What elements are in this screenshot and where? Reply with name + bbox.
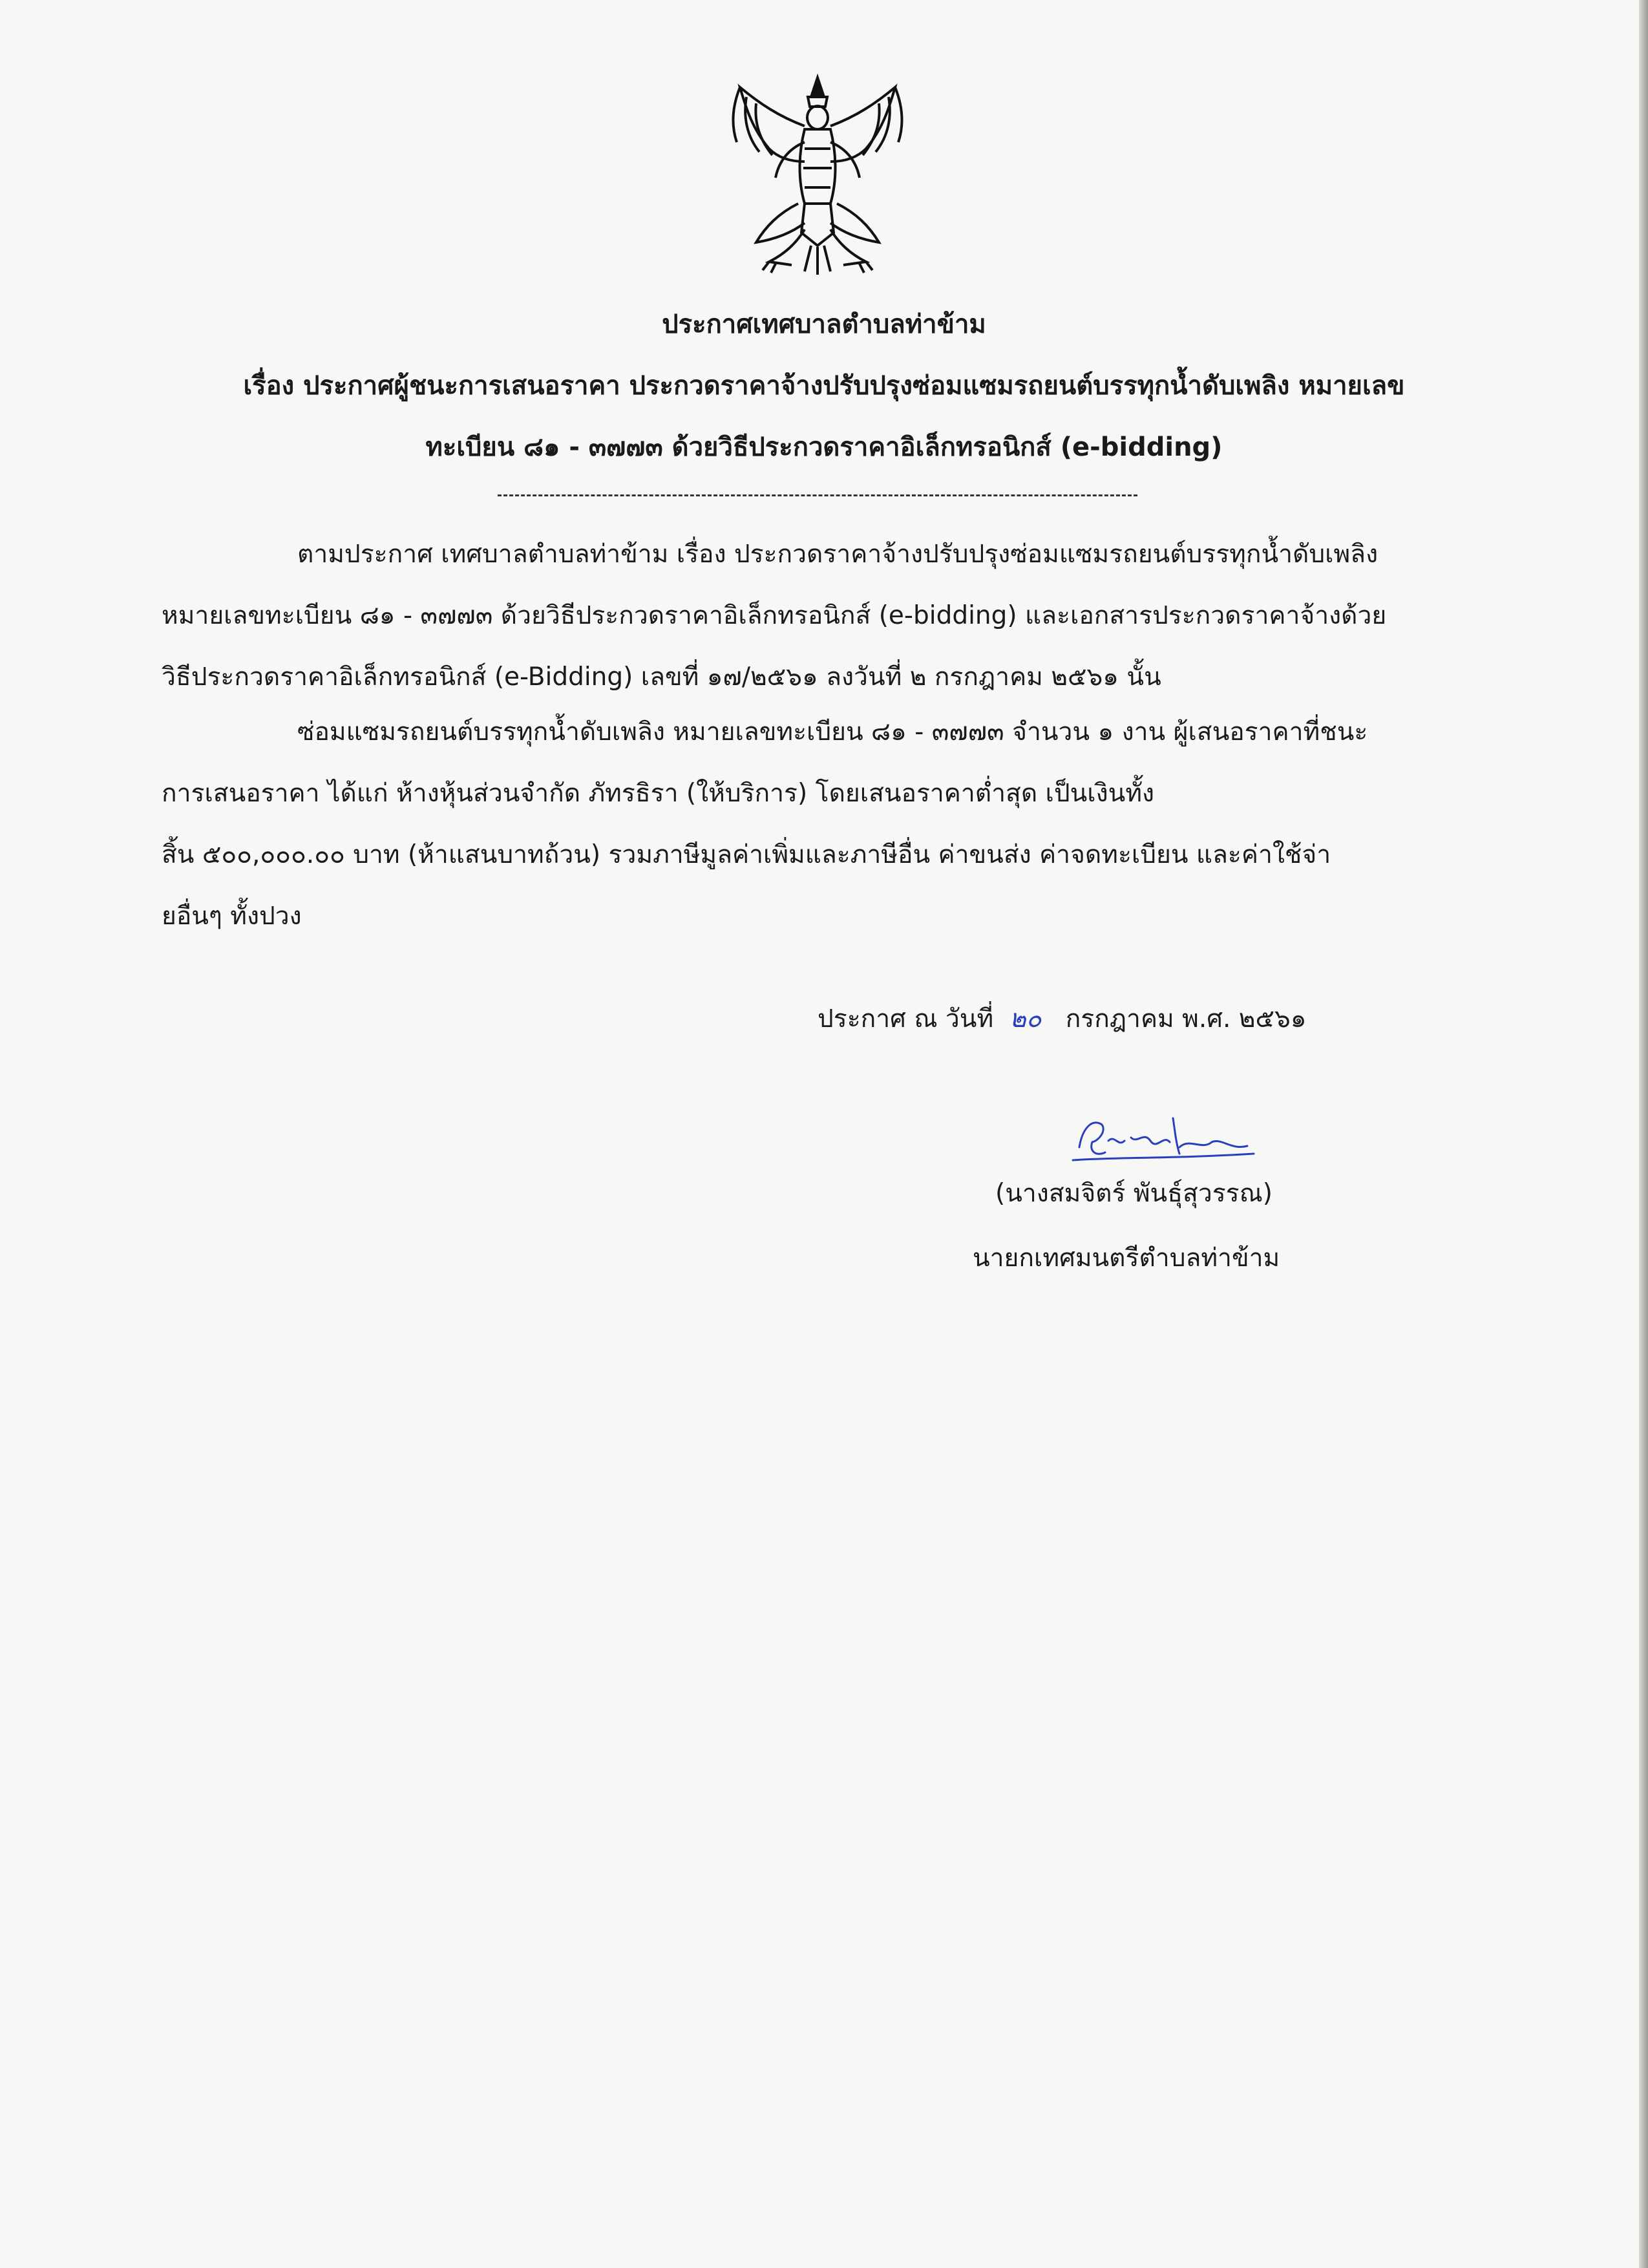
dashed-divider bbox=[498, 494, 1137, 496]
date-month-year: กรกฎาคม พ.ศ. ๒๕๖๑ bbox=[1065, 1004, 1307, 1033]
handwritten-signature bbox=[1066, 1102, 1260, 1173]
paragraph-line: การเสนอราคา ได้แก่ ห้างหุ้นส่วนจำกัด ภัทรธิรา (ให้บริการ) โดยเสนอราคาต่ำสุด เป็นเงินทั้ง bbox=[162, 779, 1155, 808]
header-subject-line-2: ทะเบียน ๘๑ - ๓๗๗๓ ด้วยวิธีประกวดราคาอิเล็กทรอนิกส์ (e-bidding) bbox=[425, 432, 1223, 462]
header-title: ประกาศเทศบาลตำบลท่าข้าม bbox=[662, 310, 986, 339]
header-subject-line-1: เรื่อง ประกาศผู้ชนะการเสนอราคา ประกวดราคาจ้างปรับปรุงซ่อมแซมรถยนต์บรรทุกน้ำดับเพลิง หมายเลข bbox=[243, 371, 1405, 401]
paragraph-line: หมายเลขทะเบียน ๘๑ - ๓๗๗๓ ด้วยวิธีประกวดราคาอิเล็กทรอนิกส์ (e-bidding) และเอกสารประกวดราคาจ้างด้วย bbox=[162, 601, 1387, 630]
announcement-date bbox=[818, 999, 1307, 1039]
paragraph-line: ยอื่นๆ ทั้งปวง bbox=[162, 902, 302, 931]
paragraph-line: ซ่อมแซมรถยนต์บรรทุกน้ำดับเพลิง หมายเลขทะเบียน ๘๑ - ๓๗๗๓ จำนวน ๑ งาน ผู้เสนอราคาที่ชนะ bbox=[297, 717, 1368, 747]
signer-title: นายกเทศมนตรีตำบลท่าข้าม bbox=[973, 1244, 1280, 1273]
paragraph-winner bbox=[162, 701, 1461, 947]
garuda-emblem-icon bbox=[708, 65, 927, 284]
announcement-header bbox=[0, 294, 1648, 478]
paragraph-line: วิธีประกวดราคาอิเล็กทรอนิกส์ (e-Bidding) เลขที่ ๑๗/๒๕๖๑ ลงวันที่ ๒ กรกฎาคม ๒๕๖๑ นั้น bbox=[162, 662, 1161, 692]
paragraph-line: สิ้น ๕๐๐,๐๐๐.๐๐ บาท (ห้าแสนบาทถ้วน) รวมภาษีมูลค่าเพิ่มและภาษีอื่น ค่าขนส่ง ค่าจดทะเบียน และค่าใช้จ่า bbox=[162, 840, 1331, 869]
paragraph-reference bbox=[162, 524, 1461, 708]
paragraph-line: ตามประกาศ เทศบาลตำบลท่าข้าม เรื่อง ประกวดราคาจ้างปรับปรุงซ่อมแซมรถยนต์บรรทุกน้ำดับเพลิง bbox=[297, 540, 1379, 569]
date-prefix: ประกาศ ณ วันที่ bbox=[818, 1004, 994, 1033]
signer-name: (นางสมจิตร์ พันธุ์สุวรรณ) bbox=[995, 1179, 1273, 1208]
date-day-handwritten: ๒๐ bbox=[1009, 1004, 1042, 1033]
